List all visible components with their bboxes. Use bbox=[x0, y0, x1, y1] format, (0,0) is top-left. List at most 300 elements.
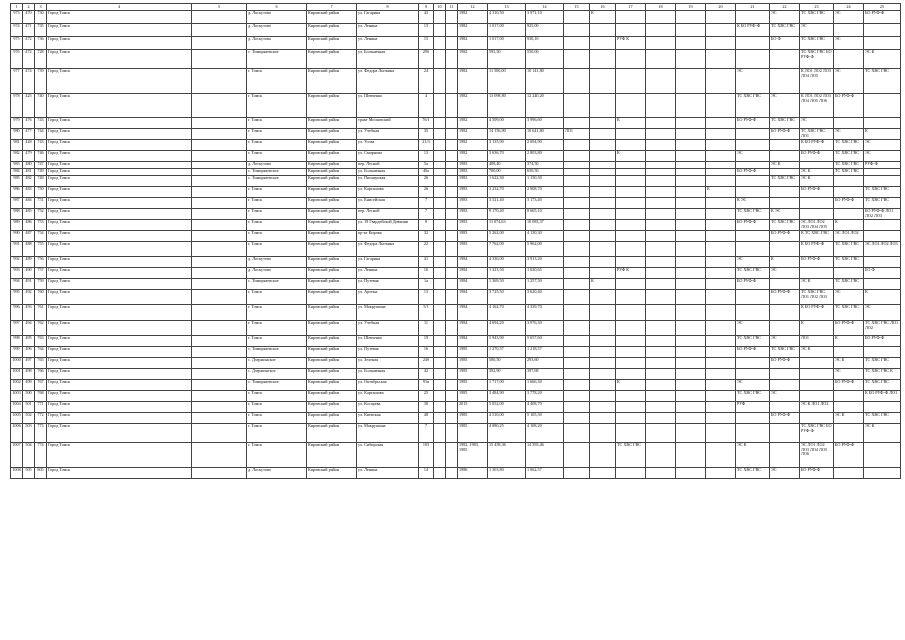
table-row bbox=[11, 69, 901, 94]
table-row bbox=[11, 169, 901, 176]
table-cell: 474 bbox=[23, 69, 35, 94]
table-row bbox=[11, 336, 901, 347]
table-cell: 14 393,46 bbox=[526, 443, 564, 468]
table-cell: 10 083,37 bbox=[526, 220, 564, 231]
table-cell bbox=[676, 94, 706, 118]
table-cell bbox=[446, 220, 458, 231]
table-cell bbox=[616, 321, 646, 336]
table-cell: г. Томск bbox=[247, 242, 307, 257]
table-cell: 764 bbox=[35, 347, 47, 358]
table-cell: 491 bbox=[23, 279, 35, 290]
table-cell: Кировский район bbox=[307, 24, 357, 37]
table-cell bbox=[590, 402, 616, 413]
table-cell: БО РУФ-Ф bbox=[770, 290, 800, 305]
table-cell: 1 622,30 bbox=[488, 176, 526, 187]
table-cell bbox=[676, 424, 706, 443]
table-cell: Город Томск bbox=[47, 347, 192, 358]
table-cell: 1 017,00 bbox=[488, 24, 526, 37]
table-cell bbox=[590, 176, 616, 187]
table-cell bbox=[736, 176, 770, 187]
table-cell: 5 105,30 bbox=[526, 413, 564, 424]
table-cell: Город Томск bbox=[47, 443, 192, 468]
table-cell bbox=[192, 391, 247, 402]
table-cell bbox=[590, 198, 616, 209]
table-cell: ТС ХВС ГВС bbox=[834, 162, 864, 169]
header-row bbox=[11, 4, 901, 11]
table-cell bbox=[834, 347, 864, 358]
table-cell bbox=[706, 231, 736, 242]
table-cell bbox=[706, 162, 736, 169]
table-cell bbox=[434, 468, 446, 479]
table-cell: ЭС К bbox=[736, 443, 770, 468]
table-cell: ул. Федора Лыткина bbox=[357, 242, 419, 257]
table-cell: Кировский район bbox=[307, 402, 357, 413]
table-cell bbox=[616, 242, 646, 257]
table-cell: К ЭС bbox=[770, 209, 800, 220]
table-cell: БО Ф bbox=[864, 268, 901, 279]
table-cell bbox=[434, 279, 446, 290]
table-cell: Кировский район bbox=[307, 257, 357, 268]
table-cell: ул. Гагарина bbox=[357, 257, 419, 268]
table-cell: 4 310,50 bbox=[488, 11, 526, 24]
table-cell bbox=[564, 358, 590, 369]
table-cell bbox=[706, 209, 736, 220]
table-cell: 975 bbox=[11, 37, 23, 50]
table-cell bbox=[646, 94, 676, 118]
table-cell bbox=[192, 347, 247, 358]
table-cell bbox=[706, 321, 736, 336]
table-cell bbox=[434, 305, 446, 321]
table-cell bbox=[564, 50, 590, 69]
table-cell bbox=[646, 187, 676, 198]
table-row bbox=[11, 94, 901, 118]
table-cell bbox=[434, 347, 446, 358]
table-row bbox=[11, 279, 901, 290]
table-cell bbox=[706, 220, 736, 231]
table-cell: ТС ХВС ГВС ЛО1 ЛО2 bbox=[864, 321, 901, 336]
table-cell: ул. Усова bbox=[357, 140, 419, 151]
table-cell bbox=[646, 129, 676, 140]
table-cell: 751 bbox=[35, 198, 47, 209]
table-cell: 1000 bbox=[11, 358, 23, 369]
table-cell bbox=[434, 369, 446, 380]
table-cell: ул. Путевая bbox=[357, 279, 419, 290]
table-cell bbox=[564, 369, 590, 380]
table-cell: Кировский район bbox=[307, 169, 357, 176]
table-cell: 1985 bbox=[458, 358, 488, 369]
table-cell bbox=[590, 347, 616, 358]
table-cell: г. Томск bbox=[247, 231, 307, 242]
table-cell: ЭС bbox=[800, 24, 834, 37]
table-cell bbox=[706, 176, 736, 187]
table-cell: Город Томск bbox=[47, 279, 192, 290]
table-cell bbox=[590, 305, 616, 321]
table-cell bbox=[192, 162, 247, 169]
column-header: 18 bbox=[646, 4, 676, 11]
table-row bbox=[11, 369, 901, 380]
table-cell bbox=[616, 305, 646, 321]
table-row bbox=[11, 140, 901, 151]
table-cell bbox=[864, 402, 901, 413]
table-cell bbox=[434, 11, 446, 24]
table-cell bbox=[192, 290, 247, 305]
table-cell bbox=[446, 242, 458, 257]
table-cell bbox=[434, 50, 446, 69]
table-cell: ЭС bbox=[864, 140, 901, 151]
table-cell: 5/1 bbox=[419, 305, 434, 321]
table-cell: г. Томск bbox=[247, 94, 307, 118]
table-cell bbox=[590, 37, 616, 50]
table-cell: 1986 bbox=[458, 468, 488, 479]
table-cell: 91в bbox=[419, 380, 434, 391]
table-cell bbox=[446, 391, 458, 402]
table-cell: 1983 bbox=[458, 162, 488, 169]
table-cell: ТС ХВС ГВС bbox=[834, 305, 864, 321]
table-cell: ТС ХВС ГВС bbox=[770, 24, 800, 37]
table-cell: 977 bbox=[11, 69, 23, 94]
table-cell bbox=[616, 50, 646, 69]
table-row bbox=[11, 380, 901, 391]
table-cell: Кировский район bbox=[307, 176, 357, 187]
table-cell: 763 bbox=[35, 336, 47, 347]
table-cell: К bbox=[706, 187, 736, 198]
table-cell: ТС ХВС ГВС bbox=[800, 11, 834, 24]
table-cell bbox=[706, 118, 736, 129]
table-cell: 994 bbox=[11, 279, 23, 290]
table-cell: 1985 bbox=[458, 380, 488, 391]
table-cell: Кировский район bbox=[307, 413, 357, 424]
table-cell bbox=[564, 231, 590, 242]
table-cell bbox=[736, 187, 770, 198]
table-row bbox=[11, 347, 901, 358]
table-cell: Кировский район bbox=[307, 443, 357, 468]
table-cell bbox=[864, 24, 901, 37]
table-cell: ЭС bbox=[736, 321, 770, 336]
table-cell bbox=[564, 321, 590, 336]
table-cell: 1982 bbox=[458, 24, 488, 37]
table-cell: 501 bbox=[23, 402, 35, 413]
table-cell: 5 962,00 bbox=[526, 242, 564, 257]
table-cell bbox=[706, 69, 736, 94]
table-cell: 4 510,00 bbox=[488, 413, 526, 424]
table-cell bbox=[590, 242, 616, 257]
column-header: 8 bbox=[357, 4, 419, 11]
table-cell: 3 976,30 bbox=[526, 321, 564, 336]
table-cell bbox=[564, 305, 590, 321]
table-cell: К bbox=[590, 279, 616, 290]
table-cell bbox=[192, 257, 247, 268]
table-cell: ул. Карташова bbox=[357, 391, 419, 402]
table-cell bbox=[646, 402, 676, 413]
table-cell: ЭС bbox=[736, 69, 770, 94]
table-row bbox=[11, 176, 901, 187]
table-cell bbox=[706, 279, 736, 290]
table-cell: 1985 bbox=[458, 424, 488, 443]
table-cell: Кировский район bbox=[307, 118, 357, 129]
table-cell bbox=[706, 268, 736, 279]
table-cell: г. Томск bbox=[247, 187, 307, 198]
table-cell: 484 bbox=[23, 198, 35, 209]
table-cell: 2 908,70 bbox=[526, 187, 564, 198]
table-cell bbox=[800, 209, 834, 220]
table-cell bbox=[446, 468, 458, 479]
table-row bbox=[11, 50, 901, 69]
table-cell: Кировский район bbox=[307, 220, 357, 231]
table-cell: г. Томск bbox=[247, 290, 307, 305]
table-cell bbox=[616, 358, 646, 369]
table-cell bbox=[564, 279, 590, 290]
table-cell: 740 bbox=[35, 94, 47, 118]
table-row bbox=[11, 268, 901, 279]
table-cell: 1982 bbox=[458, 69, 488, 94]
table-cell bbox=[706, 94, 736, 118]
table-cell: г. Томск bbox=[247, 69, 307, 94]
table-cell: 1984 bbox=[458, 257, 488, 268]
table-cell: К bbox=[834, 220, 864, 231]
table-cell bbox=[192, 50, 247, 69]
table-cell bbox=[590, 413, 616, 424]
table-cell: ТС ХВС ГВС bbox=[736, 468, 770, 479]
table-cell bbox=[864, 169, 901, 176]
table-cell: Город Томск bbox=[47, 242, 192, 257]
table-cell bbox=[192, 169, 247, 176]
table-cell: 13 bbox=[419, 290, 434, 305]
table-cell: 19 bbox=[419, 336, 434, 347]
table-cell: 1982 bbox=[458, 94, 488, 118]
table-cell: 470 bbox=[23, 11, 35, 24]
table-cell: 1 717,00 bbox=[488, 380, 526, 391]
table-cell bbox=[192, 220, 247, 231]
table-cell bbox=[192, 24, 247, 37]
table-cell: ЭС bbox=[736, 257, 770, 268]
table-cell bbox=[706, 358, 736, 369]
table-cell bbox=[676, 402, 706, 413]
table-row bbox=[11, 129, 901, 140]
table-cell bbox=[676, 118, 706, 129]
table-cell: 3 232,70 bbox=[488, 187, 526, 198]
table-cell: 1 666,30 bbox=[526, 380, 564, 391]
table-cell bbox=[446, 413, 458, 424]
table-cell: ТС ХВС ГВС К bbox=[864, 369, 901, 380]
table-cell bbox=[192, 380, 247, 391]
table-cell: ЭС К bbox=[834, 413, 864, 424]
table-cell: ТС ХВС ГВС bbox=[736, 94, 770, 118]
table-cell: Кировский район bbox=[307, 209, 357, 220]
table-cell bbox=[616, 162, 646, 169]
table-cell: БО РУФ-Ф bbox=[834, 321, 864, 336]
table-cell: ЭС bbox=[770, 468, 800, 479]
table-cell bbox=[434, 321, 446, 336]
table-cell bbox=[646, 257, 676, 268]
table-cell: Город Томск bbox=[47, 380, 192, 391]
table-row bbox=[11, 424, 901, 443]
table-cell bbox=[770, 50, 800, 69]
table-cell bbox=[646, 176, 676, 187]
table-cell: БО РУФ-Ф ЛО1 ЛО2 ЛО3 bbox=[864, 209, 901, 220]
table-cell: 700,00 bbox=[488, 169, 526, 176]
table-cell: ТС ХВС ГВС bbox=[770, 220, 800, 231]
table-cell: г. Томск bbox=[247, 321, 307, 336]
table-cell: 990 bbox=[11, 231, 23, 242]
table-cell: К ТС ХВС ГВС bbox=[800, 231, 834, 242]
table-cell: 3 173,40 bbox=[526, 198, 564, 209]
table-cell bbox=[834, 268, 864, 279]
table-cell: ул. Косарева bbox=[357, 402, 419, 413]
table-cell: Город Томск bbox=[47, 198, 192, 209]
table-cell: БО РУФ-Ф bbox=[800, 151, 834, 162]
table-cell: БО РУФ-Ф bbox=[834, 198, 864, 209]
table-cell bbox=[192, 176, 247, 187]
column-header: 25 bbox=[864, 4, 901, 11]
table-cell bbox=[434, 413, 446, 424]
table-cell: 499 bbox=[23, 380, 35, 391]
table-cell: 2 803,80 bbox=[526, 151, 564, 162]
table-cell bbox=[590, 369, 616, 380]
table-cell: ул. Мокрушина bbox=[357, 424, 419, 443]
table-cell: ЭС К ЛО1 ЛО2 bbox=[800, 402, 834, 413]
table-cell: 479 bbox=[23, 151, 35, 162]
table-cell: ЭС bbox=[834, 11, 864, 24]
table-cell: 986 bbox=[11, 187, 23, 198]
table-cell: 1 150,30 bbox=[526, 176, 564, 187]
table-cell: 7 bbox=[419, 198, 434, 209]
table-cell bbox=[770, 443, 800, 468]
table-cell: с. Тимирязевское bbox=[247, 50, 307, 69]
table-cell: ЭС bbox=[770, 391, 800, 402]
table-cell: Кировский район bbox=[307, 391, 357, 402]
table-cell bbox=[646, 336, 676, 347]
table-cell: К bbox=[864, 290, 901, 305]
table-cell bbox=[446, 336, 458, 347]
table-cell: 987 bbox=[11, 198, 23, 209]
table-cell: г. Томск bbox=[247, 151, 307, 162]
column-header: 13 bbox=[488, 4, 526, 11]
table-cell: ЭС К bbox=[800, 279, 834, 290]
table-cell: 9 bbox=[419, 220, 434, 231]
table-cell bbox=[590, 187, 616, 198]
table-cell: ТС ХВС ГВС bbox=[834, 169, 864, 176]
column-header: 22 bbox=[770, 4, 800, 11]
table-cell: 1982 bbox=[458, 140, 488, 151]
table-cell: 26 bbox=[419, 176, 434, 187]
table-cell bbox=[706, 129, 736, 140]
table-cell bbox=[434, 242, 446, 257]
table-cell bbox=[564, 413, 590, 424]
table-cell bbox=[564, 37, 590, 50]
table-cell bbox=[736, 37, 770, 50]
table-cell: с. Дзержинское bbox=[247, 358, 307, 369]
table-cell bbox=[676, 413, 706, 424]
table-cell: Город Томск bbox=[47, 162, 192, 169]
table-cell: 743 bbox=[35, 118, 47, 129]
table-cell: ТС ХВС ГВС bbox=[736, 391, 770, 402]
table-cell: 752 bbox=[35, 209, 47, 220]
table-cell: 3 620,40 bbox=[526, 290, 564, 305]
table-cell bbox=[706, 50, 736, 69]
table-cell bbox=[590, 162, 616, 169]
table-cell bbox=[706, 380, 736, 391]
table-cell bbox=[800, 358, 834, 369]
table-cell: 428 bbox=[23, 140, 35, 151]
table-cell bbox=[676, 468, 706, 479]
column-header: 6 bbox=[247, 4, 307, 11]
table-cell: 1982 bbox=[458, 50, 488, 69]
table-cell: РУФ bbox=[736, 402, 770, 413]
table-cell: ЭС bbox=[834, 129, 864, 140]
table-cell bbox=[706, 305, 736, 321]
table-cell bbox=[434, 290, 446, 305]
table-cell: 293,60 bbox=[526, 358, 564, 369]
table-cell: Кировский район bbox=[307, 11, 357, 24]
table-cell bbox=[646, 268, 676, 279]
table-cell: 7 bbox=[419, 424, 434, 443]
table-cell: 1983 bbox=[458, 231, 488, 242]
table-cell: д. Лоскутово bbox=[247, 162, 307, 169]
table-cell: 728 bbox=[35, 50, 47, 69]
table-cell: 984 bbox=[11, 169, 23, 176]
table-cell bbox=[834, 209, 864, 220]
table-cell bbox=[770, 69, 800, 94]
table-cell bbox=[736, 140, 770, 151]
table-cell: с. Тимирязевское bbox=[247, 347, 307, 358]
table-cell bbox=[434, 176, 446, 187]
table-cell: Кировский район bbox=[307, 468, 357, 479]
table-cell: 8 665,10 bbox=[526, 209, 564, 220]
table-cell: ул. Мокрушина bbox=[357, 305, 419, 321]
table-cell bbox=[564, 24, 590, 37]
table-cell: 746 bbox=[35, 151, 47, 162]
table-cell: г. Томск bbox=[247, 129, 307, 140]
table-row bbox=[11, 220, 901, 231]
table-cell: 397,68 bbox=[526, 369, 564, 380]
table-cell: 43 bbox=[419, 11, 434, 24]
table-cell: ТС ХВС ГВС bbox=[834, 140, 864, 151]
table-cell: Город Томск bbox=[47, 50, 192, 69]
table-cell: 978 bbox=[11, 94, 23, 118]
table-cell: 767 bbox=[35, 380, 47, 391]
table-cell: 1 323,50 bbox=[488, 268, 526, 279]
table-cell bbox=[676, 257, 706, 268]
table-cell bbox=[706, 336, 736, 347]
table-cell bbox=[646, 151, 676, 162]
table-cell: 973 bbox=[11, 11, 23, 24]
table-cell bbox=[590, 69, 616, 94]
table-cell bbox=[192, 242, 247, 257]
table-cell: БО РУФ-Ф bbox=[864, 336, 901, 347]
table-cell bbox=[676, 305, 706, 321]
table-cell bbox=[564, 380, 590, 391]
table-cell bbox=[616, 290, 646, 305]
table-cell: с. Тимирязевское bbox=[247, 169, 307, 176]
table-cell: 3 971,10 bbox=[526, 11, 564, 24]
table-cell bbox=[676, 321, 706, 336]
table-cell bbox=[646, 220, 676, 231]
table-cell bbox=[616, 336, 646, 347]
table-cell: д. Лоскутово bbox=[247, 468, 307, 479]
table-cell: 1985 bbox=[458, 391, 488, 402]
table-cell bbox=[434, 198, 446, 209]
table-cell: 476 bbox=[23, 118, 35, 129]
table-cell bbox=[800, 391, 834, 402]
table-cell bbox=[706, 391, 736, 402]
table-cell: Кировский район bbox=[307, 187, 357, 198]
table-cell bbox=[616, 413, 646, 424]
table-cell: г. Томск bbox=[247, 198, 307, 209]
table-row bbox=[11, 391, 901, 402]
table-cell: 21/3 bbox=[419, 140, 434, 151]
table-cell bbox=[864, 94, 901, 118]
table-cell bbox=[446, 162, 458, 169]
